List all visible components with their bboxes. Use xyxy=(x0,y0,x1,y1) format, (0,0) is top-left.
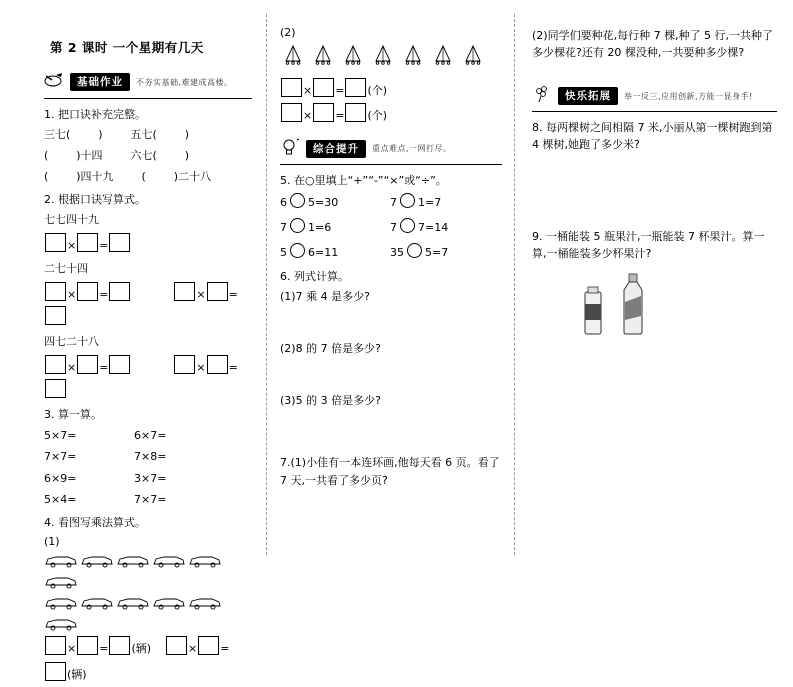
question-2-label: 2. 根据口诀写算式。 xyxy=(44,192,146,206)
question-4-sub-label-1: (1) xyxy=(44,534,60,548)
badge-basic-work: 基础作业 xyxy=(70,73,130,91)
answer-box[interactable] xyxy=(45,379,66,398)
badge-extension-work: 快乐拓展 xyxy=(558,87,618,105)
car-icon xyxy=(188,594,222,613)
question-4b-answer-row-2: × = (个) xyxy=(280,103,502,128)
question-2-mnemonic-1: 七七四十九 xyxy=(44,212,99,226)
answer-box[interactable] xyxy=(281,78,302,97)
question-2-answer-row-1: × = xyxy=(44,233,252,257)
car-icon xyxy=(44,552,78,571)
operator-circle[interactable] xyxy=(407,243,422,258)
bell-icon xyxy=(462,44,484,70)
equation: 7×8= xyxy=(134,450,167,464)
equation: 5×4= xyxy=(44,493,77,507)
bell-icon xyxy=(432,44,454,70)
question-8-label: 8. 每两棵树之间相隔 7 米,小丽从第一棵树跑到第 4 棵树,她跑了多少米? xyxy=(532,121,773,152)
answer-box[interactable] xyxy=(45,282,66,301)
unit-label: (辆) xyxy=(131,642,152,656)
answer-box[interactable] xyxy=(109,233,130,252)
car-icon xyxy=(188,552,222,571)
equation: 3×7= xyxy=(134,471,167,485)
column-1 xyxy=(0,0,266,681)
question-1-label: 1. 把口诀补充完整。 xyxy=(44,108,146,121)
car-icon xyxy=(152,552,186,571)
question-6-label: 6. 列式计算。 xyxy=(280,270,349,284)
bell-icon xyxy=(342,44,364,70)
question-9-label: 9. 一桶能装 5 瓶果汁,一瓶能装 7 杯果汁。算一算,一桶能装多少杯果汁? xyxy=(532,230,765,261)
section-rule-basic xyxy=(44,98,252,99)
question-4b-answer-row-1: × = (个) xyxy=(280,78,502,103)
question-3-column-a xyxy=(44,425,104,511)
bell-icon xyxy=(402,44,424,70)
question-3-columns xyxy=(44,425,252,511)
answer-box[interactable] xyxy=(77,233,98,252)
operator-circle[interactable] xyxy=(400,193,415,208)
question-4-answer-row: × = (辆) × =(辆) xyxy=(44,636,252,686)
car-picture-row-2 xyxy=(44,594,252,634)
answer-box[interactable] xyxy=(77,355,98,374)
answer-box[interactable] xyxy=(45,355,66,374)
answer-box[interactable] xyxy=(45,662,66,681)
question-7b-label: (2)同学们要种花,每行种 7 棵,种了 5 行,一共种了多少棵花?还有 20 棵没种,一共要种多少棵? xyxy=(532,29,774,60)
equation: 7×7= xyxy=(134,493,167,507)
page-title: 第 2 课时 一个星期有几天 xyxy=(50,40,204,55)
question-2-mnemonic-2: 二七十四 xyxy=(44,261,88,275)
section-rule-advanced xyxy=(280,164,502,165)
answer-box[interactable] xyxy=(109,282,130,301)
car-icon xyxy=(116,594,150,613)
bell-icon xyxy=(312,44,334,70)
column-3 xyxy=(514,0,793,569)
badge-advanced-work: 综合提升 xyxy=(306,140,366,158)
question-3-column-b xyxy=(134,425,194,511)
section-header-basic xyxy=(44,72,252,90)
answer-box[interactable] xyxy=(207,355,228,374)
answer-box[interactable] xyxy=(109,355,130,374)
answer-box[interactable] xyxy=(166,636,187,655)
question-7-label: 7.(1)小佳有一本连环画,他每天看 6 页。看了 7 天,一共看了多少页? xyxy=(280,456,500,487)
flower-icon xyxy=(532,85,552,107)
section-header-extension xyxy=(532,85,777,103)
question-6-item-2: (2)8 的 7 倍是多少? xyxy=(280,342,381,356)
answer-box[interactable] xyxy=(313,103,334,122)
expression-right: 7 1=7 xyxy=(390,191,441,216)
answer-box[interactable] xyxy=(345,103,366,122)
question-4-label: 4. 看图写乘法算式。 xyxy=(44,515,146,529)
question-5-row-2 xyxy=(280,216,502,241)
expression-right: 7 7=14 xyxy=(390,216,448,241)
operator-circle[interactable] xyxy=(400,218,415,233)
question-4-sub-label-2: (2) xyxy=(280,26,296,39)
answer-box[interactable] xyxy=(345,78,366,97)
answer-box[interactable] xyxy=(45,233,66,252)
car-icon xyxy=(44,615,78,634)
car-icon xyxy=(44,594,78,613)
question-3-label: 3. 算一算。 xyxy=(44,407,102,421)
question-1-line-1: 三七( ) 五七( ) xyxy=(44,128,190,142)
car-icon xyxy=(152,594,186,613)
operator-circle[interactable] xyxy=(290,218,305,233)
question-2-answer-row-2: × = × = xyxy=(44,282,252,330)
car-icon xyxy=(80,552,114,571)
section-note-basic: 不夯实基础,难建成高楼。 xyxy=(136,77,233,87)
answer-box[interactable] xyxy=(77,636,98,655)
unit-label: (个) xyxy=(367,83,388,97)
equation: 7×7= xyxy=(44,450,77,464)
unit-label: (辆) xyxy=(67,667,87,681)
question-5-row-3 xyxy=(280,241,502,266)
answer-box[interactable] xyxy=(77,282,98,301)
bell-icon xyxy=(372,44,394,70)
answer-box[interactable] xyxy=(207,282,228,301)
question-6-item-3: (3)5 的 3 倍是多少? xyxy=(280,394,381,408)
question-2-mnemonic-3: 四七二十八 xyxy=(44,334,99,348)
equation: 6×9= xyxy=(44,471,77,485)
section-header-advanced xyxy=(280,138,502,156)
unit-label: (个) xyxy=(367,108,388,122)
question-1-line-2: ( )十四 六七( ) xyxy=(44,148,190,162)
equation: 5×7= xyxy=(44,428,77,442)
car-icon xyxy=(44,573,78,592)
bell-picture-row xyxy=(282,44,502,70)
answer-box[interactable] xyxy=(313,78,334,97)
expression-right: 35 5=7 xyxy=(390,241,448,266)
bulb-icon xyxy=(280,138,300,160)
question-5-label: 5. 在○里填上“+”“-”“×”或“÷”。 xyxy=(280,173,447,187)
question-1-line-3: ( )四十九 ( )二十八 xyxy=(44,169,212,183)
question-6-item-1: (1)7 乘 4 是多少? xyxy=(280,290,370,304)
car-icon xyxy=(80,594,114,613)
juice-bottle-icon xyxy=(616,272,650,340)
answer-box[interactable] xyxy=(174,355,195,374)
operator-circle[interactable] xyxy=(290,193,305,208)
answer-box[interactable] xyxy=(174,282,195,301)
section-note-advanced: 重点难点,一网打尽。 xyxy=(372,144,452,154)
car-picture-row-1 xyxy=(44,552,252,592)
answer-box[interactable] xyxy=(198,636,219,655)
section-rule-extension xyxy=(532,111,777,112)
expression-left: 6 5=30 xyxy=(280,191,390,216)
equation: 6×7= xyxy=(134,428,167,442)
column-2 xyxy=(266,0,514,569)
pencil-icon xyxy=(44,72,64,92)
operator-circle[interactable] xyxy=(290,243,305,258)
bottle-picture-group xyxy=(580,272,777,340)
answer-box[interactable] xyxy=(281,103,302,122)
juice-can-icon xyxy=(580,284,606,340)
expression-left: 7 1=6 xyxy=(280,216,390,241)
car-icon xyxy=(116,552,150,571)
question-2-answer-row-3: × = × = xyxy=(44,355,252,403)
expression-left: 5 6=11 xyxy=(280,241,390,266)
question-5-row-1 xyxy=(280,191,502,216)
answer-box[interactable] xyxy=(45,306,66,325)
bell-icon xyxy=(282,44,304,70)
answer-box[interactable] xyxy=(109,636,130,655)
answer-box[interactable] xyxy=(45,636,66,655)
section-note-extension: 举一反三,应用创新,方能一显身手! xyxy=(624,91,753,101)
